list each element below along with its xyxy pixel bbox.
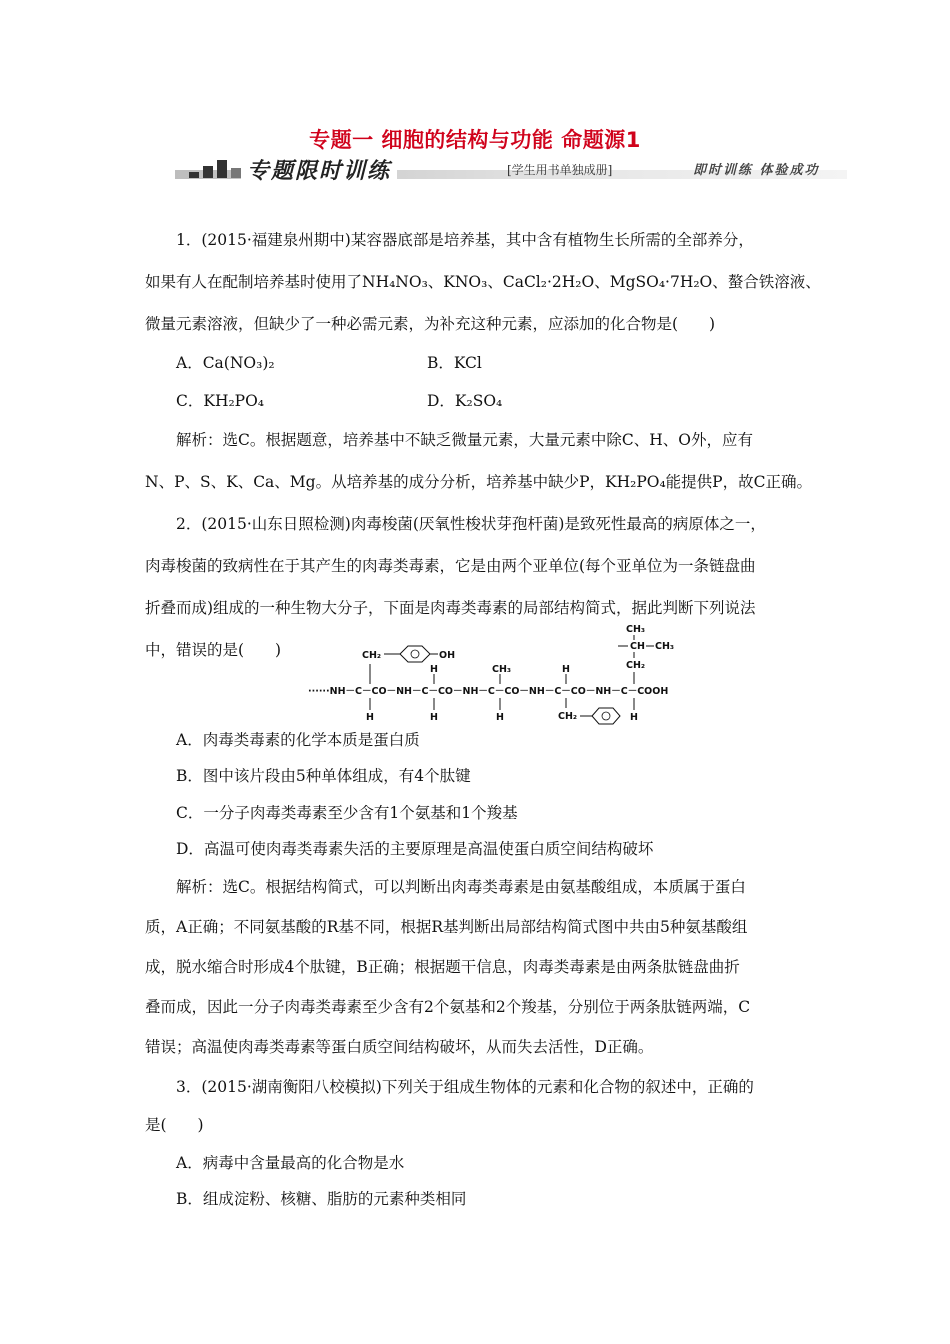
q1-option-a: A．Ca(NO₃)₂ [176,354,275,372]
svg-text:H: H [496,712,504,723]
banner-steps-icon [189,158,245,180]
q2-analysis-line: 质，A正确；不同氨基酸的R基不同，根据R基判断出局部结构简式图中共由5种氨基酸组 [145,918,748,936]
banner-slogan: 即时训练 体验成功 [693,163,820,178]
q1-analysis-line: 解析：选C。根据题意，培养基中不缺乏微量元素，大量元素中除C、H、O外，应有 [176,431,753,449]
q1-stem-line: 微量元素溶液，但缺少了一种必需元素，为补充这种元素，应添加的化合物是( ) [145,315,716,333]
group-label: CH₃ [626,624,646,635]
group-label: OH [439,650,456,661]
group-label: CH [630,641,645,652]
q2-analysis-line: 成，脱水缩合时形成4个肽键，B正确；根据题干信息，肉毒类毒素是由两条肽链盘曲折 [145,958,740,976]
q1-stem-line: 1．(2015·福建泉州期中)某容器底部是培养基，其中含有植物生长所需的全部养分， [176,231,754,249]
svg-text:H: H [562,664,570,675]
svg-text:H: H [430,712,438,723]
group-label: H [630,712,638,723]
banner-title: 专题限时训练 [241,154,397,185]
q3-stem-line: 3．(2015·湖南衡阳八校模拟)下列关于组成生物体的元素和化合物的叙述中，正确的 [176,1078,754,1096]
q2-stem-line: 肉毒梭菌的致病性在于其产生的肉毒类毒素，它是由两个亚单位(每个亚单位为一条链盘曲 [145,557,756,575]
q2-stem-line: 2．(2015·山东日照检测)肉毒梭菌(厌氧性梭状芽孢杆菌)是致死性最高的病原体之一， [176,515,766,533]
q3-stem-line: 是( ) [145,1116,204,1134]
q1-option-b: B．KCl [427,354,482,372]
q2-option-b: B．图中该片段由5种单体组成，有4个肽键 [176,767,471,785]
q1-analysis-line: N、P、S、K、Ca、Mg。从培养基的成分分析，培养基中缺少P，KH₂PO₄能提供P，故C正确。 [145,473,812,491]
page-title: 专题一 细胞的结构与功能 命题源1 [309,128,641,152]
q2-option-c: C．一分子肉毒类毒素至少含有1个氨基和1个羧基 [176,804,518,822]
group-label: CH₃ [655,641,675,652]
q1-option-c: C．KH₂PO₄ [176,392,265,410]
peptide-structure-diagram [308,622,680,726]
q1-stem-line: 如果有人在配制培养基时使用了NH₄NO₃、KNO₃、CaCl₂·2H₂O、MgSO₄·7H₂O、螯合铁溶液、 [145,273,821,291]
svg-text:H: H [366,712,374,723]
q2-analysis-line: 错误；高温使肉毒类毒素等蛋白质空间结构破坏，从而失去活性，D正确。 [145,1038,654,1056]
q1-option-d: D．K₂SO₄ [427,392,503,410]
structure-main-chain: ······NH－C－CO－NH－C－CO－NH－C－CO－NH－C－CO－NH－C－COOH [308,686,669,697]
q2-stem-line: 折叠而成)组成的一种生物大分子，下面是肉毒类毒素的局部结构简式，据此判断下列说法 [145,599,756,617]
q3-option-a: A．病毒中含量最高的化合物是水 [176,1154,405,1172]
group-label: CH₂ [626,660,646,671]
q3-option-b: B．组成淀粉、核糖、脂肪的元素种类相同 [176,1190,467,1208]
q2-option-a: A．肉毒类毒素的化学本质是蛋白质 [176,731,420,749]
section-banner [175,152,847,186]
q2-analysis-line: 解析：选C。根据结构简式，可以判断出肉毒类毒素是由氨基酸组成，本质属于蛋白 [176,878,746,896]
q2-option-d: D．高温可使肉毒类毒素失活的主要原理是高温使蛋白质空间结构破坏 [176,840,654,858]
q2-analysis-line: 叠而成，因此一分子肉毒类毒素至少含有2个氨基和2个羧基，分别位于两条肽链两端，C [145,998,751,1016]
group-label: CH₂ [362,650,382,661]
group-label: CH₃ [492,664,512,675]
group-label: CH₂ [558,711,578,722]
banner-subtitle: [学生用书单独成册] [507,163,613,177]
q2-stem-line: 中，错误的是( ) [145,641,282,659]
svg-text:H: H [430,664,438,675]
